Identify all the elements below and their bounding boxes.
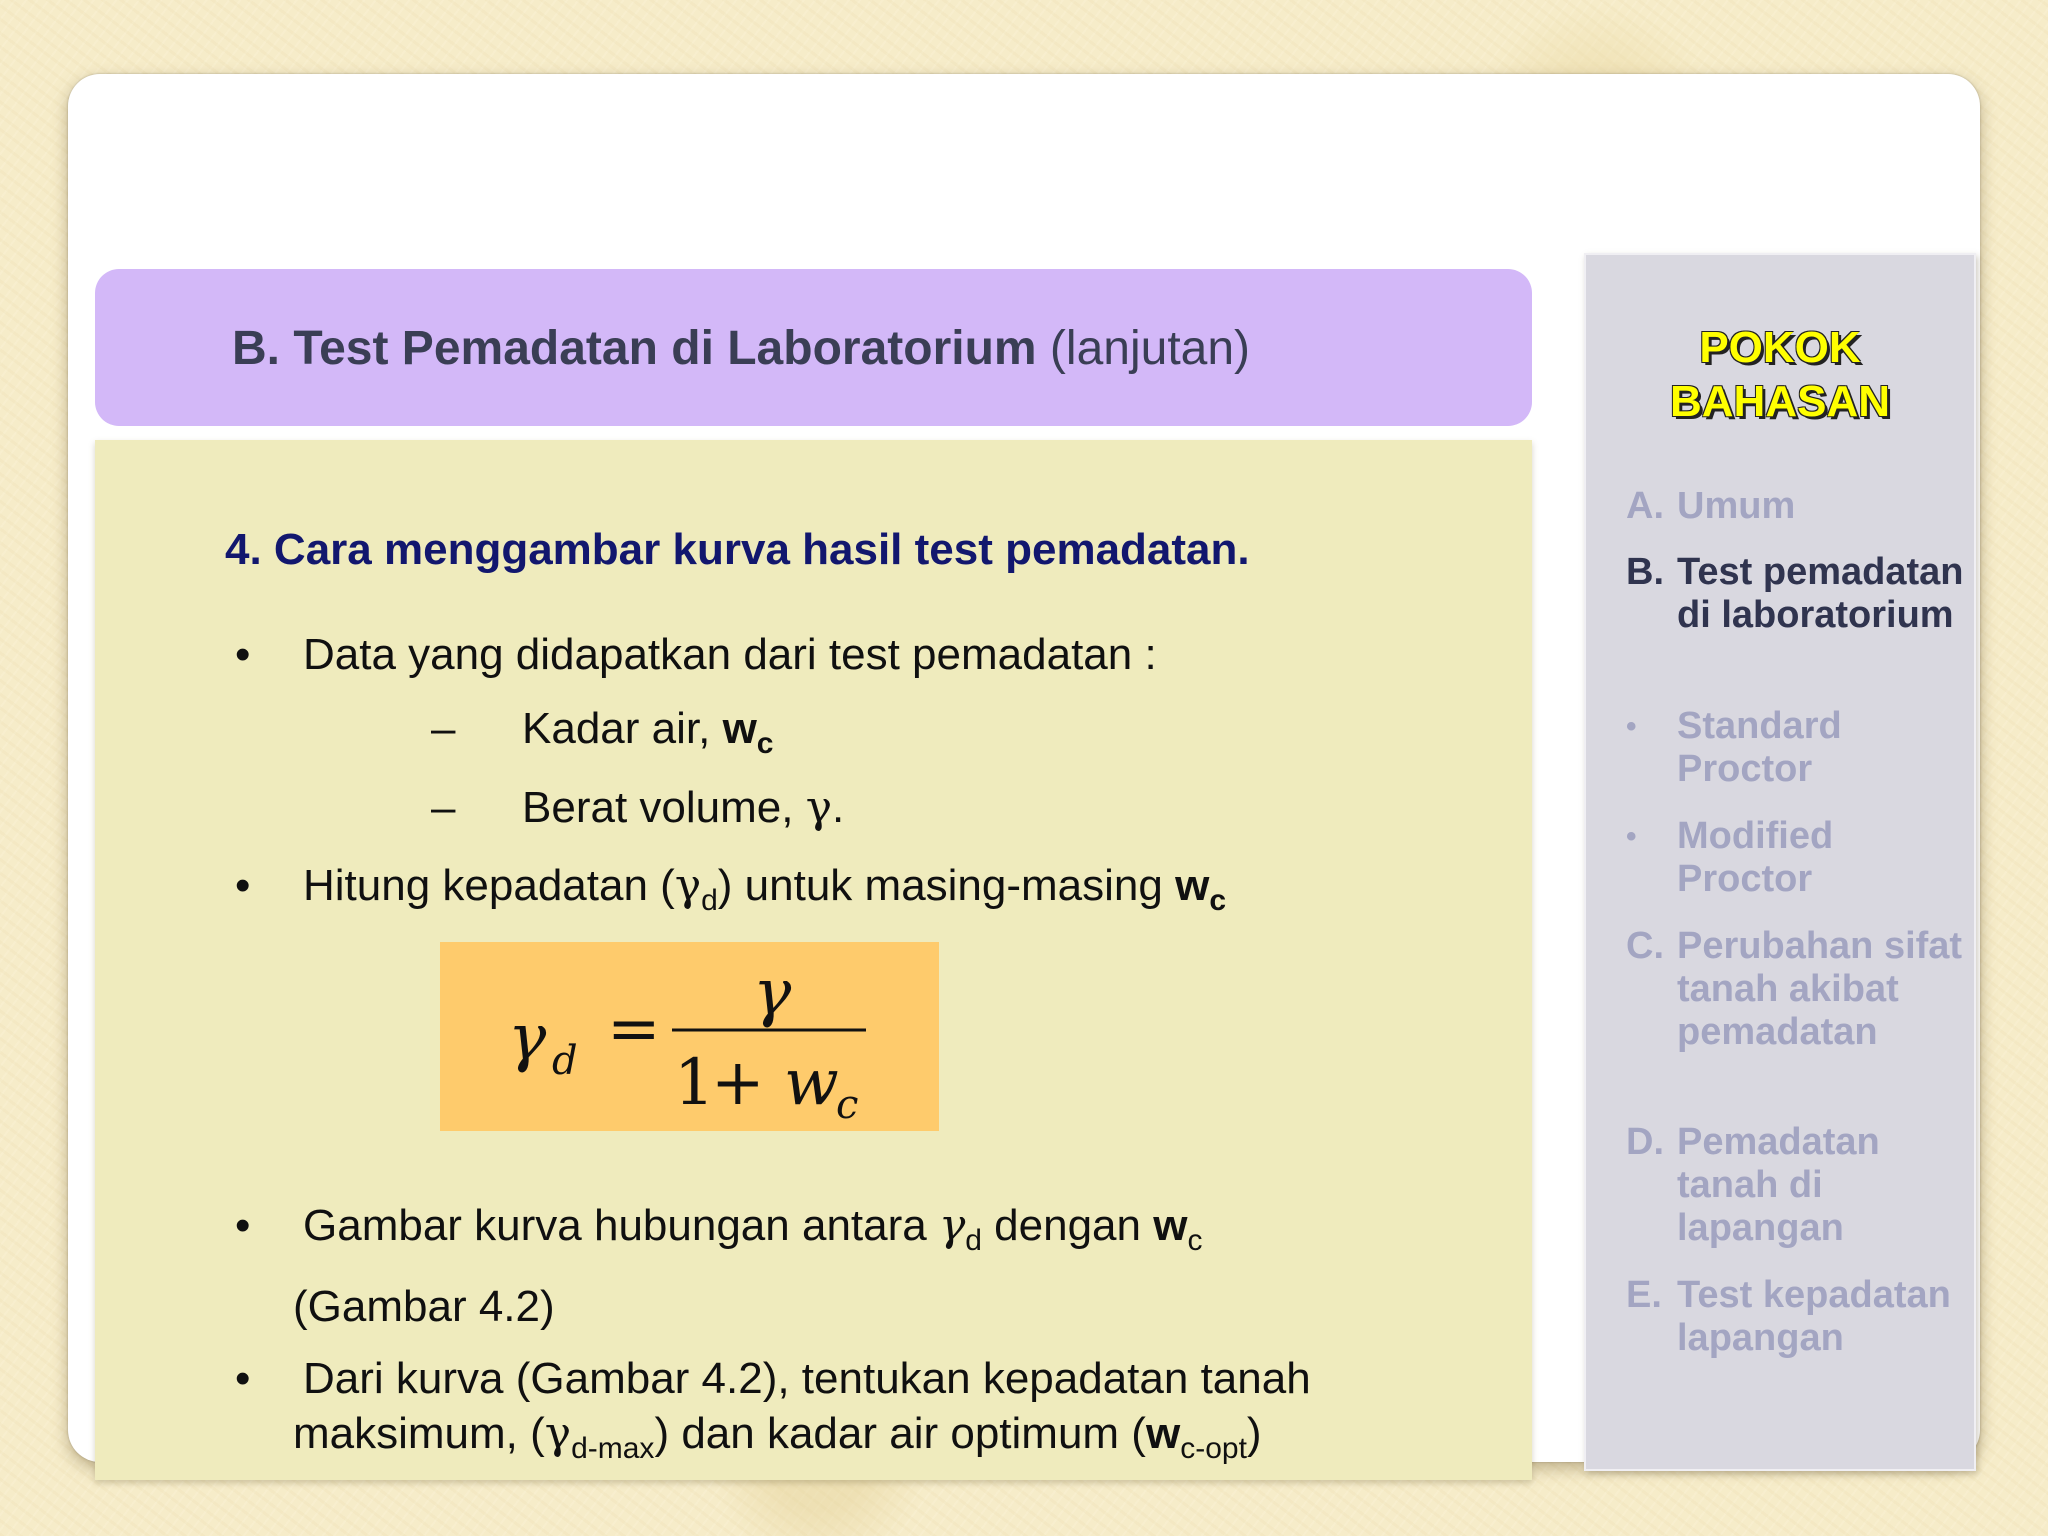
gamma-symbol: γ [544, 1408, 572, 1459]
bullet-text-a: Gambar kurva hubungan antara [303, 1201, 939, 1250]
gamma-subscript: d-max [571, 1432, 655, 1465]
slide-title-main: B. Test Pemadatan di Laboratorium [232, 322, 1050, 375]
gamma-symbol: γ [674, 860, 702, 911]
bullet-text-b: dengan [981, 1201, 1154, 1250]
variable-subscript: c [1209, 884, 1227, 917]
topic-standard-proctor[interactable] [1626, 705, 1966, 791]
variable-w: w [722, 704, 757, 753]
bullet-from-curve [235, 1354, 1311, 1404]
slide-title [232, 321, 1250, 376]
title-bar [95, 269, 1532, 426]
sub-item-text: Berat volume, [522, 783, 806, 832]
slide-title-sub: (lanjutan) [1049, 322, 1251, 375]
variable-subscript: c-opt [1180, 1432, 1247, 1465]
bullet-marker: • [235, 861, 251, 910]
topic-marker: A. [1626, 485, 1664, 527]
topic-b-lab-compaction[interactable] [1626, 551, 1966, 637]
topic-marker: E. [1626, 1274, 1662, 1316]
gamma-subscript: d [965, 1224, 982, 1257]
topic-label: Test pemadatan di laboratorium [1677, 551, 1964, 636]
topics-sidebar [1584, 253, 1976, 1471]
topic-label: Umum [1677, 485, 1796, 527]
formula-box [440, 942, 939, 1131]
bullet-marker: • [235, 630, 251, 679]
content-panel [95, 440, 1532, 1480]
bullet-marker: • [235, 1201, 251, 1250]
text-a: maksimum, ( [293, 1409, 545, 1458]
variable-subscript: c [756, 727, 774, 760]
dash-marker: – [431, 704, 456, 753]
variable-w: w [1153, 1201, 1188, 1250]
topic-marker: C. [1626, 925, 1664, 967]
topic-marker: D. [1626, 1121, 1664, 1163]
bullet-text: Data yang didapatkan dari test pemadatan : [303, 630, 1157, 679]
formula-numerator: γ [753, 956, 792, 1030]
formula-denominator-one: 1 [674, 1046, 715, 1120]
formula-denominator-w: w [784, 1046, 839, 1120]
formula-equals: = [607, 992, 661, 1066]
sidebar-heading [1584, 321, 1976, 429]
section-heading: 4. Cara menggambar kurva hasil test pemadatan. [225, 525, 1250, 574]
topic-bullet: • [1626, 820, 1637, 853]
gamma-symbol: γ [805, 782, 832, 833]
formula-lhs-subscript: d [552, 1038, 578, 1084]
variable-w: w [1175, 861, 1210, 910]
topic-label: Pemadatan tanah di lapangan [1677, 1121, 1880, 1249]
bullet-from-curve-continuation [293, 1408, 1262, 1465]
dash-marker: – [431, 783, 456, 832]
topic-label: Test kepadatan lapangan [1677, 1274, 1951, 1359]
formula-lhs: γ [508, 1001, 547, 1075]
sidebar-heading-line2: BAHASAN [1670, 377, 1890, 426]
topic-d-field-compaction[interactable] [1626, 1121, 1966, 1250]
topic-c-property-changes[interactable] [1626, 925, 1966, 1054]
topic-a-umum[interactable] [1626, 485, 1966, 528]
topic-e-field-density-test[interactable] [1626, 1274, 1966, 1360]
dry-density-formula [440, 942, 939, 1131]
gamma-subscript: d [701, 884, 718, 917]
topic-label: Modified Proctor [1677, 815, 1834, 900]
bullet-marker: • [235, 1354, 251, 1403]
bullet-text-a: Hitung kepadatan ( [303, 861, 675, 910]
gamma-symbol: γ [938, 1200, 966, 1251]
topic-label: Standard Proctor [1677, 705, 1842, 790]
variable-subscript: c [1187, 1224, 1203, 1257]
bullet-text-b: ) untuk masing-masing [717, 861, 1176, 910]
sidebar-heading-line1: POKOK [1699, 323, 1861, 372]
topic-marker: B. [1626, 551, 1664, 593]
text-c: ) [1246, 1409, 1262, 1458]
sub-item-water-content [431, 704, 774, 760]
formula-denominator-plus: + [711, 1046, 765, 1120]
sub-item-end: . [831, 783, 845, 832]
sub-item-unit-weight [431, 782, 844, 833]
topic-modified-proctor[interactable] [1626, 815, 1966, 901]
topic-bullet: • [1626, 710, 1637, 743]
bullet-draw-curve [235, 1200, 1203, 1257]
topic-label: Perubahan sifat tanah akibat pemadatan [1677, 925, 1963, 1053]
variable-w: w [1145, 1409, 1181, 1458]
formula-denominator-subscript: c [836, 1082, 859, 1128]
bullet-compute-density [235, 860, 1227, 917]
bullet-text: Dari kurva (Gambar 4.2), tentukan kepadatan tanah [303, 1354, 1311, 1403]
sub-item-text: Kadar air, [522, 704, 723, 753]
text-b: ) dan kadar air optimum ( [654, 1409, 1146, 1458]
bullet-data-obtained [235, 630, 1157, 680]
figure-reference: (Gambar 4.2) [293, 1282, 555, 1331]
